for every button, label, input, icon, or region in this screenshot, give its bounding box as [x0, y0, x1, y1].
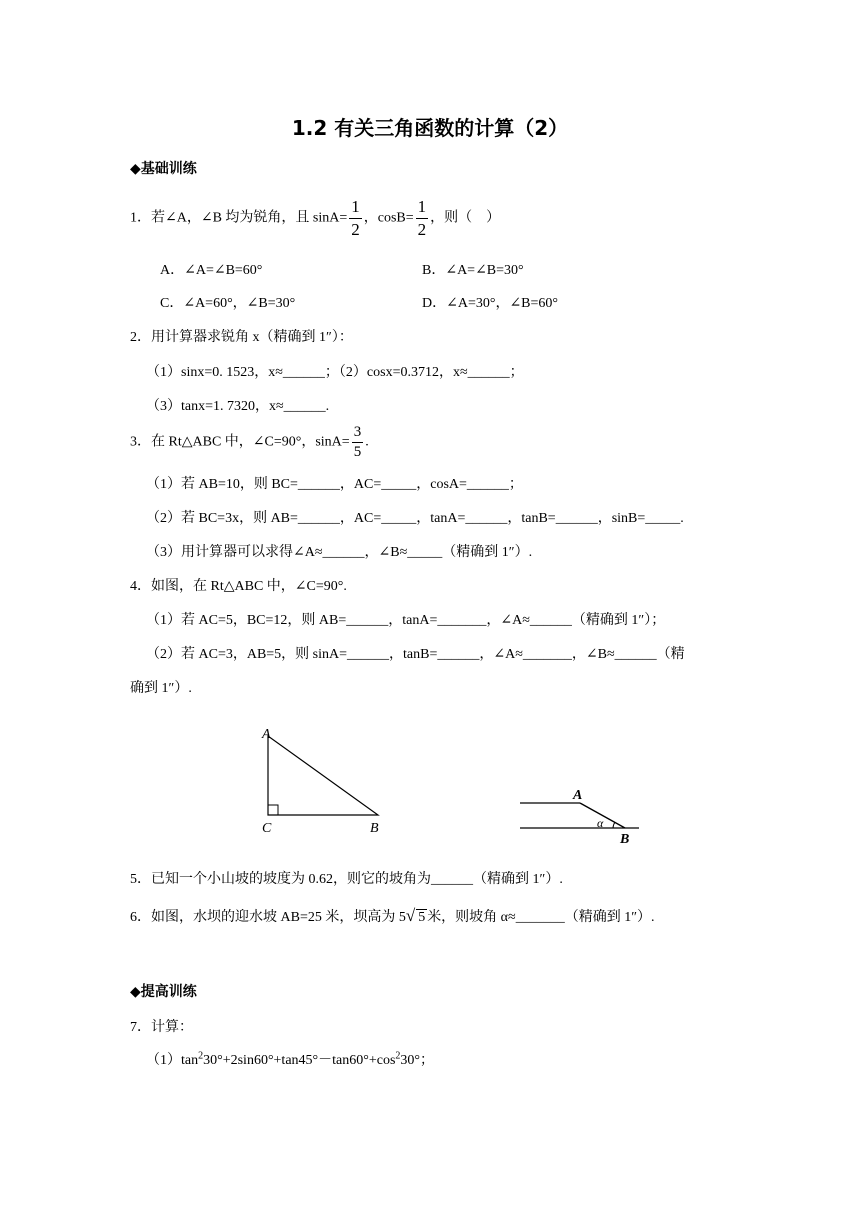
- point-label-b: B: [620, 832, 630, 847]
- sqrt-sign-icon: √: [405, 906, 416, 925]
- q1-fraction-cos: [416, 196, 429, 241]
- question-4-stem: 4．如图，在 Rt△ABC 中，∠C=90°.: [130, 579, 347, 594]
- question-6: [130, 906, 655, 926]
- q1-option-c: C．∠A=60°，∠B=30°: [160, 296, 296, 311]
- q3-line-3: （3）用计算器可以求得∠A≈______，∠B≈_____（精确到 1″）.: [146, 545, 533, 560]
- section-basic-heading: ◆基础训练: [130, 161, 197, 177]
- angle-label-alpha: α: [597, 816, 604, 830]
- figure-dam-slope: [515, 782, 650, 848]
- q4-line-3: 确到 1″）.: [130, 681, 192, 696]
- q1-option-d: D．∠A=30°，∠B=60°: [422, 296, 559, 311]
- question-2-stem: 2．用计算器求锐角 x（精确到 1″）：: [130, 330, 353, 345]
- q7-line-1: [146, 1049, 434, 1069]
- vertex-label-b: B: [370, 821, 379, 836]
- q6-sqrt-radicand: 5: [418, 910, 426, 925]
- q7-part-a: （1）tan: [146, 1053, 199, 1068]
- fraction-denominator: 5: [353, 444, 362, 460]
- vertex-label-c: C: [262, 821, 272, 836]
- q7-part-b: 30°+2sin60°+tan45°－tan60°+cos: [203, 1053, 396, 1068]
- q3-line-1: （1）若 AB=10，则 BC=______，AC=_____，cosA=______；: [146, 477, 523, 492]
- question-5: 5．已知一个小山坡的坡度为 0.62，则它的坡角为______（精确到 1″）.: [130, 872, 563, 887]
- question-7-stem: 7．计算：: [130, 1020, 193, 1035]
- q4-line-1: （1）若 AC=5，BC=12，则 AB=______，tanA=_______，∠A≈______（精确到 1″）；: [146, 613, 666, 628]
- q2-line-2: （3）tanx=1. 7320，x≈______.: [146, 399, 330, 414]
- angle-alpha-arc: [613, 822, 615, 828]
- q1-option-b: B．∠A=∠B=30°: [422, 263, 524, 278]
- q1-stem-part-c: ，则（ ）: [430, 210, 501, 226]
- vertex-label-a: A: [262, 727, 271, 742]
- q7-exponent-1: 2: [198, 1050, 204, 1062]
- q1-fraction-sin: [349, 196, 362, 241]
- q6-stem-part-b: 米，则坡角 α≈_______（精确到 1″）.: [427, 910, 655, 925]
- right-angle-mark: [268, 805, 278, 815]
- q3-stem-part-a: 3．在 Rt△ABC 中，∠C=90°，sinA=: [130, 434, 350, 450]
- page-title: 1.2 有关三角函数的计算（2）: [291, 116, 569, 140]
- question-1-stem: [130, 196, 500, 241]
- q1-option-a: A．∠A=∠B=60°: [160, 263, 263, 278]
- section-advanced-heading: ◆提高训练: [130, 984, 197, 1000]
- q1-stem-part-b: ，cosB=: [363, 210, 414, 226]
- fraction-denominator: 2: [417, 220, 427, 239]
- q4-line-2: （2）若 AC=3，AB=5，则 sinA=______，tanB=______，∠A≈_______，∠B≈______（精: [146, 647, 685, 662]
- q3-stem-part-b: .: [365, 434, 369, 450]
- point-label-a: A: [573, 788, 583, 803]
- q2-line-1: （1）sinx=0. 1523，x≈______；（2）cosx=0.3712，x≈______；: [146, 365, 524, 380]
- q3-fraction-sin: [352, 423, 364, 462]
- q6-stem-part-a: 6．如图，水坝的迎水坡 AB=25 米，坝高为 5: [130, 910, 406, 925]
- q1-stem-part-a: 1．若∠A，∠B 均为锐角，且 sinA=: [130, 210, 348, 226]
- triangle-shape: [268, 736, 378, 815]
- fraction-numerator: 1: [416, 196, 429, 219]
- question-3-stem: [130, 423, 369, 462]
- q7-part-c: 30°；: [400, 1053, 435, 1068]
- q3-line-2: （2）若 BC=3x，则 AB=______，AC=_____，tanA=______，tanB=______，sinB=_____.: [146, 511, 684, 526]
- q7-exponent-2: 2: [395, 1050, 401, 1062]
- fraction-denominator: 2: [351, 220, 360, 239]
- fraction-numerator: 3: [352, 423, 364, 443]
- figure-right-triangle: [250, 722, 400, 840]
- fraction-numerator: 1: [349, 196, 362, 219]
